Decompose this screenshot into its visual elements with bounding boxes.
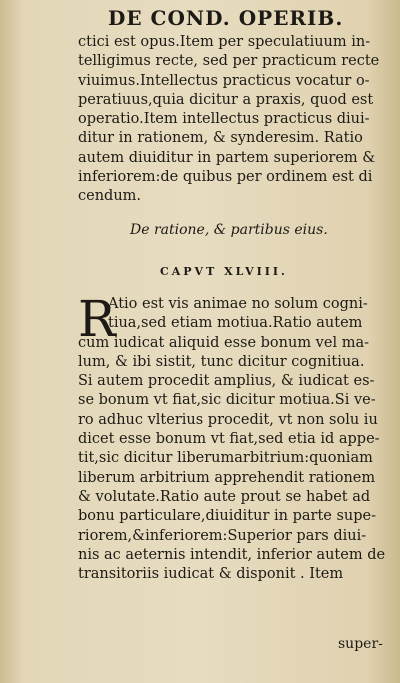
- text-line: dicet esse bonum vt fiat,sed etia id appe-: [78, 431, 380, 448]
- text-line: nis ac aeternis intendit, inferior autem de: [78, 546, 386, 563]
- text-line: ditur in rationem, & synderesim. Ratio: [78, 130, 363, 147]
- text-line: ctici est opus.Item per speculatiuum in-: [78, 34, 371, 50]
- text-line: telligimus recte, sed per practicum recte: [78, 53, 380, 70]
- text-line: riorem,&inferiorem:Superior pars diui-: [78, 527, 367, 544]
- top-paragraph: [78, 33, 390, 207]
- text-line: & volutate.Ratio aute prout se habet ad: [78, 488, 371, 505]
- text-line: tiua,sed etiam motiua.Ratio autem: [108, 315, 363, 332]
- running-header: DE COND. OPERIB.: [108, 6, 344, 30]
- text-line: bonu particulare,diuiditur in parte supe-: [78, 508, 377, 525]
- section-subheading: De ratione, & partibus eius.: [130, 222, 328, 238]
- text-line: peratiuus,quia dicitur a praxis, quod est: [78, 91, 374, 108]
- body-paragraph: [78, 290, 390, 584]
- text-line: lum, & ibi sistit, tunc dicitur cognitiua.: [78, 353, 365, 370]
- catchword: super-: [338, 636, 383, 652]
- text-line: inferiorem:de quibus per ordinem est di: [78, 169, 373, 186]
- text-line: cendum.: [78, 188, 142, 205]
- chapter-heading: CAPVT XLVIII.: [160, 265, 288, 278]
- text-line: se bonum vt fiat,sic dicitur motiua.Si ve-: [78, 392, 376, 409]
- text-line: tit,sic dicitur liberumarbitrium:quoniam: [78, 450, 373, 467]
- text-line: operatio.Item intellectus practicus diui-: [78, 111, 370, 128]
- text-line: Atio est vis animae no solum cogni-: [108, 296, 368, 312]
- text-line: ro adhuc vlterius procedit, vt non solu iu: [78, 411, 378, 428]
- text-line: cum iudicat aliquid esse bonum vel ma-: [78, 334, 369, 351]
- text-line: Si autem procedit amplius, & iudicat es-: [78, 373, 375, 390]
- text-line: viuimus.Intellectus practicus vocatur o-: [78, 72, 370, 89]
- text-line: liberum arbitrium apprehendit rationem: [78, 469, 376, 486]
- text-line: transitoriis iudicat & disponit . Item: [78, 566, 344, 583]
- drop-cap-letter: R: [78, 290, 116, 348]
- text-line: autem diuiditur in partem superiorem &: [78, 149, 376, 166]
